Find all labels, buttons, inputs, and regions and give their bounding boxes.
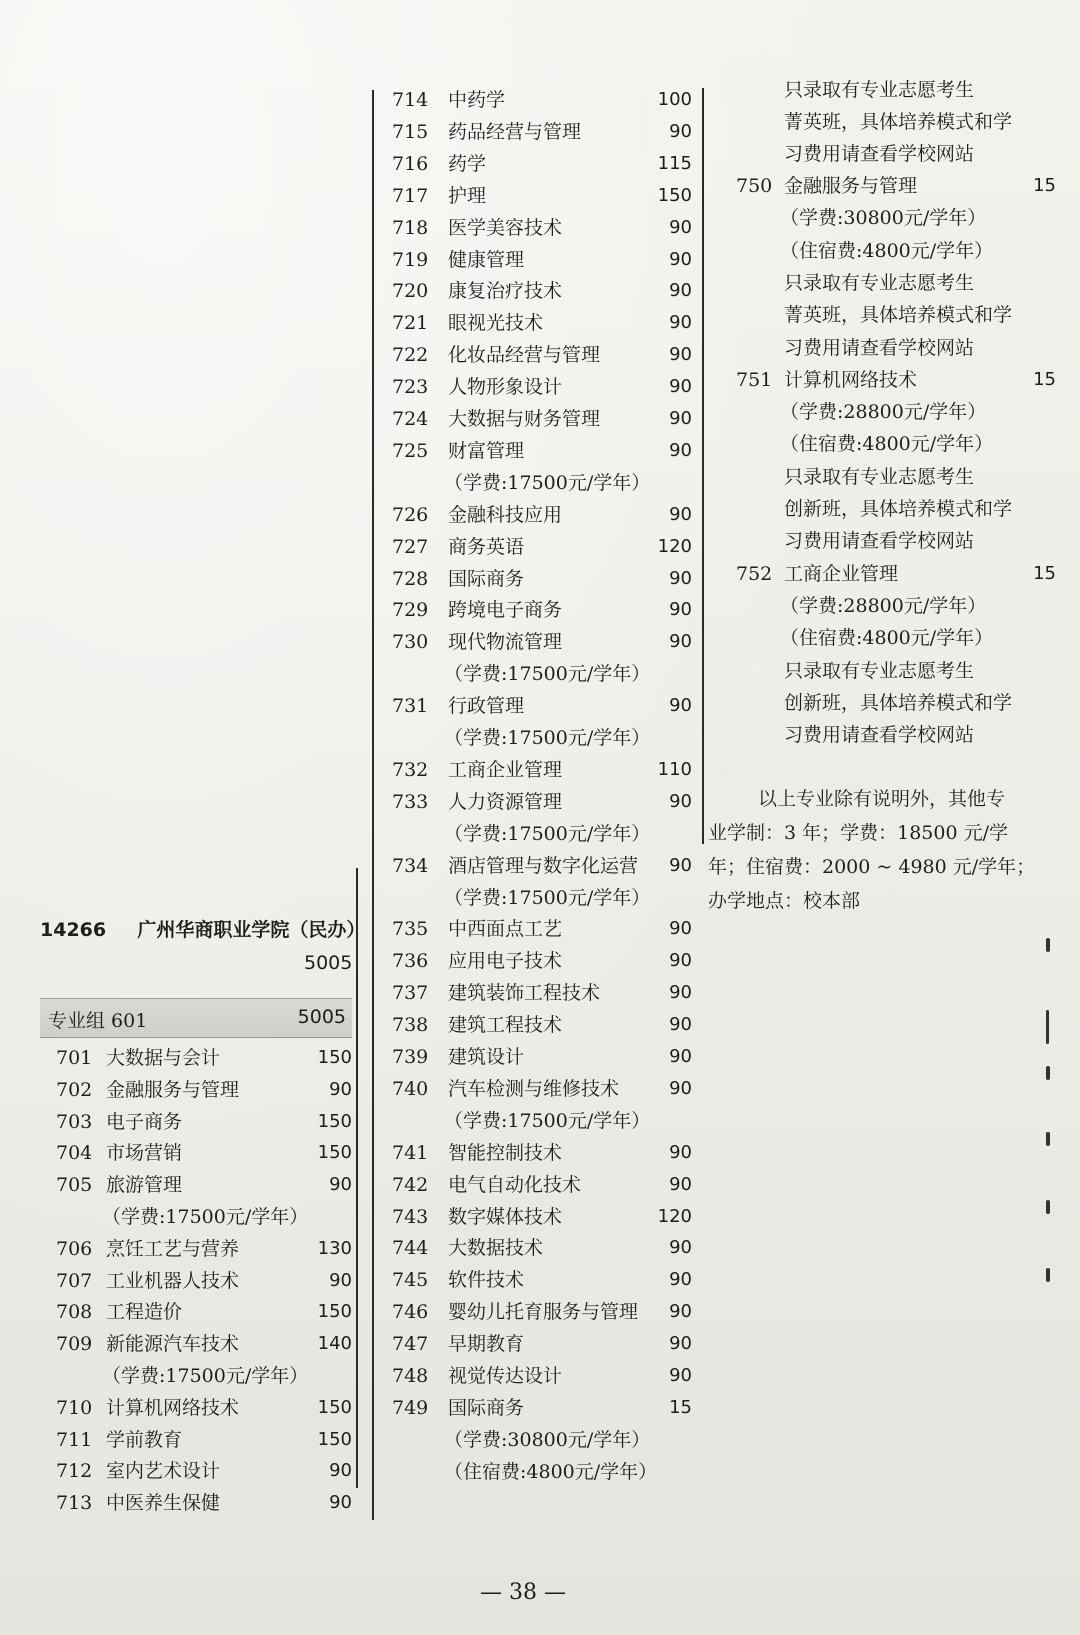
major-name: 金融科技应用 (448, 503, 563, 526)
table-row (56, 1491, 352, 1517)
major-quota: 15 (1033, 368, 1056, 390)
major-name: 财富管理 (448, 439, 525, 462)
major-code: 702 (56, 1078, 93, 1101)
intro-note: 只录取有专业志愿考生 (784, 79, 975, 101)
major-name: 软件技术 (448, 1269, 525, 1292)
major-quota: 150 (657, 184, 692, 206)
major-code: 705 (56, 1174, 93, 1197)
major-quota: 90 (329, 1460, 352, 1482)
major-code: 735 (392, 918, 429, 941)
major-code: 723 (392, 376, 429, 399)
major-quota: 90 (669, 790, 692, 812)
major-code: 718 (392, 216, 429, 239)
major-code: 709 (56, 1333, 93, 1356)
major-note: （学费:30800元/学年） (444, 1428, 651, 1451)
major-name: 数字媒体技术 (448, 1205, 563, 1228)
major-quota: 15 (669, 1396, 692, 1418)
table-row (392, 1364, 692, 1390)
major-code: 711 (56, 1428, 93, 1451)
major-quota: 140 (317, 1333, 352, 1355)
major-name: 汽车检测与维修技术 (448, 1077, 620, 1100)
major-note: 只录取有专业志愿考生 (784, 465, 975, 488)
table-row (56, 1173, 352, 1199)
major-code: 747 (392, 1333, 429, 1356)
scan-mark (1046, 1066, 1050, 1080)
major-code: 710 (56, 1396, 93, 1419)
group-total: 5005 (297, 1006, 346, 1028)
major-name: 商务英语 (448, 535, 525, 558)
major-code: 738 (392, 1014, 429, 1037)
table-row (392, 790, 692, 816)
major-note: 习费用请查看学校网站 (784, 530, 975, 553)
major-quota: 120 (657, 1205, 692, 1227)
major-quota: 90 (669, 1269, 692, 1291)
major-name: 金融服务与管理 (106, 1078, 240, 1101)
intro-note: 习费用请查看学校网站 (784, 143, 975, 165)
footnote-line: 业学制：3 年；学费：18500 元/学 (708, 822, 1009, 844)
major-quota: 90 (669, 599, 692, 621)
major-code: 732 (392, 758, 429, 781)
table-row (56, 1396, 352, 1422)
major-quota: 90 (329, 1269, 352, 1291)
page-number: — 38 — (480, 1580, 566, 1605)
major-quota: 90 (669, 376, 692, 398)
major-name: 跨境电子商务 (448, 599, 563, 622)
table-row (392, 88, 692, 114)
major-name: 学前教育 (106, 1428, 183, 1451)
table-row (392, 630, 692, 656)
major-name: 护理 (448, 184, 487, 207)
major-name: 药品经营与管理 (448, 120, 582, 143)
table-row (56, 1428, 352, 1454)
major-name: 眼视光技术 (448, 312, 544, 335)
table-row (392, 1332, 692, 1358)
table-row (392, 1173, 692, 1199)
major-name: 健康管理 (448, 248, 525, 271)
major-name: 大数据与财务管理 (448, 408, 601, 430)
major-name: 现代物流管理 (448, 631, 563, 654)
major-code: 706 (56, 1237, 93, 1260)
table-row (392, 152, 692, 178)
major-name: 建筑装饰工程技术 (448, 982, 601, 1005)
major-name: 电子商务 (106, 1110, 183, 1133)
major-note: （住宿费:4800元/学年） (780, 239, 994, 262)
major-name: 建筑设计 (448, 1046, 525, 1068)
school-code: 14266 (40, 919, 107, 941)
major-quota: 150 (317, 1428, 352, 1450)
major-quota: 150 (317, 1110, 352, 1132)
major-name: 旅游管理 (106, 1174, 183, 1197)
major-quota: 90 (669, 854, 692, 876)
table-row (392, 917, 692, 943)
major-note: 创新班，具体培养模式和学 (784, 691, 1013, 714)
major-name: 人物形象设计 (448, 376, 563, 399)
scan-mark (1046, 1268, 1050, 1282)
major-quota: 90 (669, 950, 692, 972)
major-quota: 150 (317, 1142, 352, 1164)
major-quota: 150 (317, 1047, 352, 1068)
table-row (392, 407, 692, 433)
major-name: 金融服务与管理 (784, 175, 918, 197)
column-divider-1 (356, 868, 358, 1488)
table-row (56, 1141, 352, 1167)
table-row (392, 248, 692, 274)
school-name: 广州华商职业学院（民办） (137, 919, 366, 941)
table-row (392, 1045, 692, 1071)
table-row (736, 368, 1056, 394)
major-code: 714 (392, 89, 429, 111)
table-row (392, 1077, 692, 1103)
major-name: 国际商务 (448, 567, 525, 590)
major-quota: 120 (657, 535, 692, 557)
major-code: 745 (392, 1269, 429, 1292)
major-code: 703 (56, 1110, 93, 1133)
scan-mark (1046, 1010, 1049, 1044)
table-row (392, 535, 692, 561)
major-note: （学费:17500元/学年） (102, 1206, 309, 1228)
major-name: 市场营销 (106, 1142, 183, 1165)
footnote-line: 年；住宿费：2000 ~ 4980 元/学年； (708, 856, 1036, 878)
major-code: 731 (392, 695, 429, 718)
major-code: 728 (392, 567, 429, 590)
major-code: 744 (392, 1237, 429, 1260)
major-name: 行政管理 (448, 695, 525, 718)
major-code: 751 (736, 368, 773, 391)
major-name: 工商企业管理 (784, 562, 899, 585)
major-quota: 130 (317, 1237, 352, 1259)
major-code: 712 (56, 1460, 93, 1483)
major-note: 菁英班，具体培养模式和学 (784, 304, 1013, 327)
major-code: 729 (392, 599, 429, 622)
table-row (392, 758, 692, 784)
table-row (392, 1236, 692, 1262)
major-code: 750 (736, 175, 773, 197)
major-code: 740 (392, 1077, 429, 1100)
major-quota: 15 (1033, 562, 1056, 584)
major-name: 中药学 (448, 89, 506, 111)
table-row (392, 694, 692, 720)
major-name: 烹饪工艺与营养 (106, 1237, 240, 1260)
major-code: 743 (392, 1205, 429, 1228)
major-name: 工业机器人技术 (106, 1269, 240, 1292)
major-quota: 90 (669, 1365, 692, 1386)
major-note: （住宿费:4800元/学年） (780, 433, 994, 456)
scan-mark (1046, 938, 1050, 952)
major-note: （学费:17500元/学年） (444, 1109, 651, 1132)
major-code: 741 (392, 1141, 429, 1164)
major-quota: 90 (669, 439, 692, 461)
major-quota: 90 (669, 1301, 692, 1323)
major-note: （学费:28800元/学年） (780, 594, 987, 617)
major-note: （学费:28800元/学年） (780, 401, 987, 424)
major-quota: 90 (669, 120, 692, 142)
major-quota: 90 (669, 982, 692, 1004)
major-note: 习费用请查看学校网站 (784, 724, 975, 747)
major-code: 726 (392, 503, 429, 526)
major-name: 早期教育 (448, 1333, 525, 1356)
major-note: （住宿费:4800元/学年） (444, 1460, 658, 1483)
table-row (392, 503, 692, 529)
table-row (56, 1332, 352, 1358)
table-row (392, 981, 692, 1007)
major-code: 708 (56, 1301, 93, 1324)
major-quota: 90 (669, 695, 692, 717)
table-row (56, 1300, 352, 1326)
table-row (392, 184, 692, 210)
table-row (392, 375, 692, 401)
major-code: 701 (56, 1047, 93, 1069)
major-note: 创新班，具体培养模式和学 (784, 498, 1013, 520)
school-header (40, 918, 365, 942)
major-name: 计算机网络技术 (784, 368, 918, 391)
major-quota: 90 (669, 918, 692, 940)
major-quota: 110 (657, 758, 692, 780)
major-code: 722 (392, 344, 429, 367)
major-name: 视觉传达设计 (448, 1365, 563, 1387)
major-code: 748 (392, 1365, 429, 1387)
major-quota: 90 (669, 408, 692, 429)
major-quota: 90 (669, 1141, 692, 1163)
major-name: 康复治疗技术 (448, 280, 563, 303)
major-name: 婴幼儿托育服务与管理 (448, 1301, 639, 1324)
major-note: （学费:17500元/学年） (444, 727, 651, 749)
major-name: 工程造价 (106, 1301, 183, 1324)
major-quota: 90 (669, 1014, 692, 1036)
major-name: 中西面点工艺 (448, 918, 563, 941)
table-row (56, 1269, 352, 1295)
major-note: 习费用请查看学校网站 (784, 336, 975, 359)
major-name: 工商企业管理 (448, 758, 563, 781)
major-quota: 15 (1033, 175, 1056, 196)
major-note: （学费:17500元/学年） (444, 822, 651, 845)
group-label: 专业组 601 (48, 1010, 148, 1032)
major-name: 电气自动化技术 (448, 1173, 582, 1196)
table-row (392, 343, 692, 369)
table-row (56, 1237, 352, 1263)
major-quota: 90 (669, 344, 692, 366)
major-quota: 150 (317, 1301, 352, 1323)
major-code: 734 (392, 854, 429, 877)
major-name: 中医养生保健 (106, 1492, 221, 1515)
major-quota: 90 (669, 248, 692, 270)
major-name: 化妆品经营与管理 (448, 344, 601, 367)
major-quota: 90 (669, 1173, 692, 1195)
table-row (392, 439, 692, 465)
major-group-bar (40, 998, 352, 1038)
major-quota: 90 (329, 1078, 352, 1100)
major-name: 建筑工程技术 (448, 1014, 563, 1037)
major-code: 733 (392, 790, 429, 813)
major-note: （住宿费:4800元/学年） (780, 627, 994, 650)
major-quota: 90 (669, 1046, 692, 1067)
major-quota: 90 (669, 1077, 692, 1099)
major-note: 只录取有专业志愿考生 (784, 271, 975, 294)
footnote-line: 以上专业除有说明外，其他专 (758, 788, 1006, 810)
table-row (736, 174, 1056, 200)
major-name: 室内艺术设计 (106, 1460, 221, 1483)
major-code: 713 (56, 1492, 93, 1515)
major-note: （学费:17500元/学年） (444, 886, 651, 909)
major-quota: 90 (329, 1174, 352, 1196)
table-row (392, 567, 692, 593)
major-code: 716 (392, 152, 429, 175)
major-code: 724 (392, 408, 429, 430)
table-row (392, 598, 692, 624)
column-divider-3 (702, 88, 704, 844)
major-name: 智能控制技术 (448, 1141, 563, 1164)
major-code: 749 (392, 1396, 429, 1419)
major-note: （学费:30800元/学年） (780, 207, 987, 230)
major-quota: 90 (669, 567, 692, 589)
major-code: 752 (736, 562, 773, 585)
table-row (392, 311, 692, 337)
major-name: 酒店管理与数字化运营 (448, 854, 639, 877)
major-code: 721 (392, 312, 429, 335)
major-code: 737 (392, 982, 429, 1005)
table-row (392, 1300, 692, 1326)
major-code: 736 (392, 950, 429, 973)
table-row (392, 216, 692, 242)
table-row (56, 1078, 352, 1104)
major-code: 704 (56, 1142, 93, 1165)
school-total: 5005 (304, 952, 353, 974)
major-note: （学费:17500元/学年） (444, 663, 651, 686)
major-name: 人力资源管理 (448, 790, 563, 813)
major-name: 大数据技术 (448, 1237, 544, 1260)
major-name: 医学美容技术 (448, 216, 563, 239)
major-code: 707 (56, 1269, 93, 1292)
major-quota: 100 (657, 89, 692, 110)
major-code: 730 (392, 631, 429, 654)
table-row (392, 949, 692, 975)
intro-note: 菁英班，具体培养模式和学 (784, 111, 1013, 133)
major-quota: 90 (669, 216, 692, 238)
major-name: 国际商务 (448, 1396, 525, 1419)
table-row (392, 279, 692, 305)
major-quota: 90 (669, 1237, 692, 1259)
major-quota: 90 (669, 1333, 692, 1355)
scan-mark (1046, 1200, 1050, 1214)
major-note: （学费:17500元/学年） (102, 1365, 309, 1387)
table-row (392, 1013, 692, 1039)
footnote-line: 办学地点：校本部 (708, 890, 861, 912)
major-note: （学费:17500元/学年） (444, 471, 651, 494)
major-quota: 90 (669, 631, 692, 653)
major-code: 739 (392, 1046, 429, 1068)
table-row (56, 1110, 352, 1136)
major-name: 应用电子技术 (448, 950, 563, 973)
table-row (392, 1268, 692, 1294)
major-name: 药学 (448, 152, 487, 175)
table-row (392, 120, 692, 146)
major-code: 719 (392, 248, 429, 271)
column-divider-2 (372, 90, 374, 1520)
major-quota: 90 (669, 280, 692, 302)
table-row (392, 854, 692, 880)
major-quota: 115 (657, 152, 692, 174)
major-code: 720 (392, 280, 429, 303)
major-quota: 90 (329, 1492, 352, 1514)
table-row (392, 1141, 692, 1167)
major-quota: 90 (669, 503, 692, 525)
table-row (56, 1046, 352, 1072)
major-name: 新能源汽车技术 (106, 1333, 240, 1356)
major-note: 只录取有专业志愿考生 (784, 659, 975, 682)
major-code: 727 (392, 535, 429, 558)
table-row (56, 1459, 352, 1485)
table-row (392, 1396, 692, 1422)
major-quota: 150 (317, 1396, 352, 1418)
major-code: 715 (392, 120, 429, 143)
footnote (708, 782, 1072, 918)
major-name: 计算机网络技术 (106, 1396, 240, 1419)
scan-mark (1046, 1132, 1050, 1146)
major-quota: 90 (669, 312, 692, 334)
table-row (392, 1205, 692, 1231)
table-row (736, 562, 1056, 588)
major-code: 725 (392, 439, 429, 462)
major-code: 742 (392, 1173, 429, 1196)
major-code: 717 (392, 184, 429, 207)
major-name: 大数据与会计 (106, 1047, 221, 1069)
major-code: 746 (392, 1301, 429, 1324)
